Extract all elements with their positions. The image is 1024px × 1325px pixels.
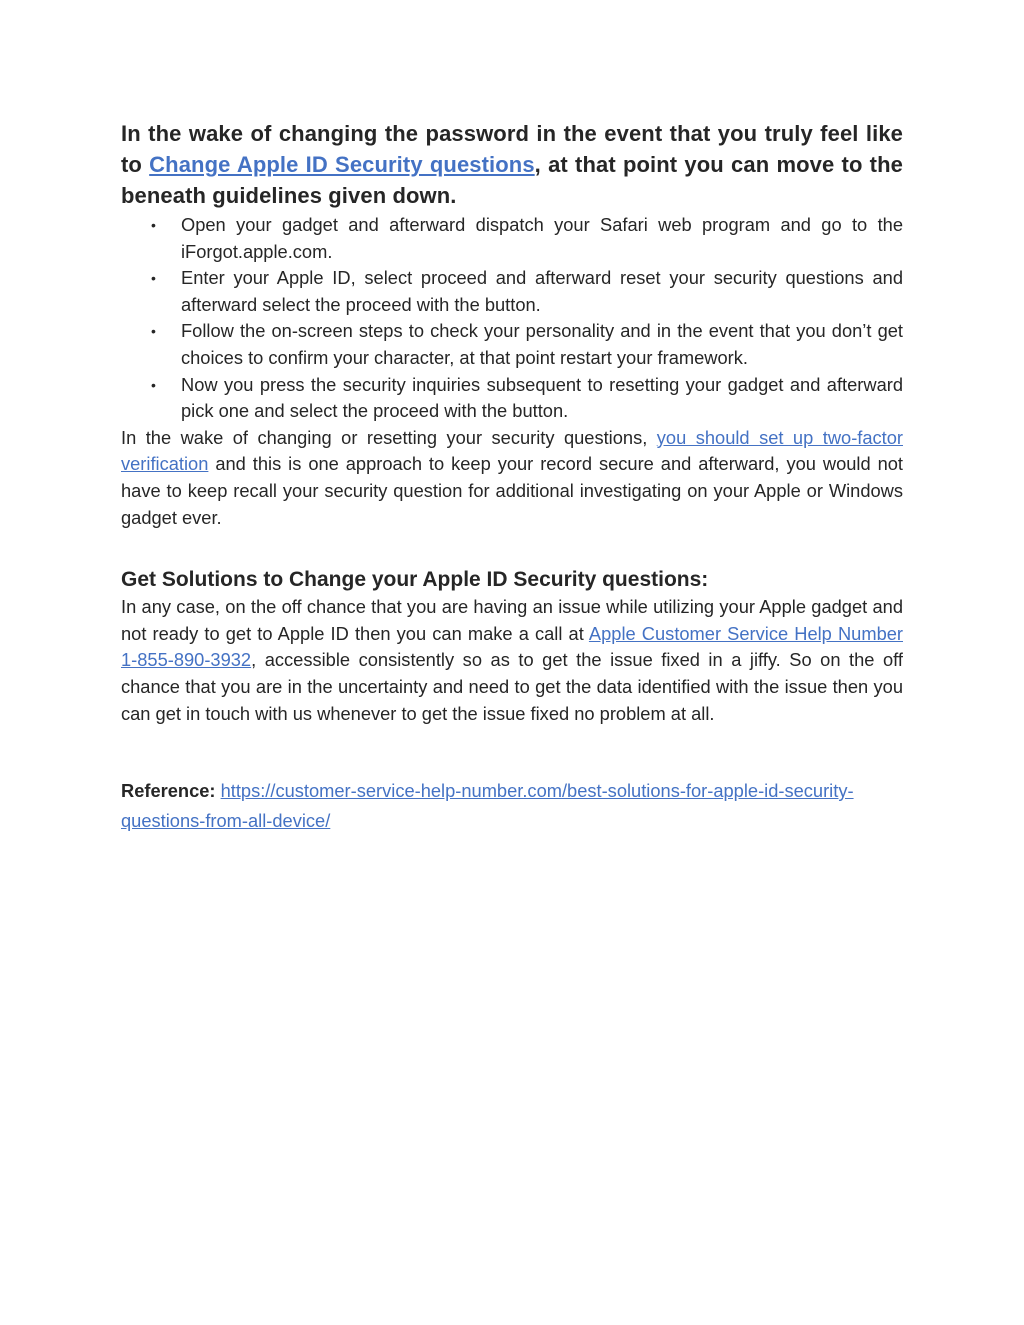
- intro-text-start: In the wake of changing the password in the event that you truly feel like to: [121, 121, 903, 177]
- list-item: [151, 212, 903, 265]
- list-item-text: Enter your Apple ID, select proceed and afterward reset your security questions and afterward select the proceed with the button.: [181, 267, 903, 315]
- list-item: [151, 318, 903, 371]
- list-item: [151, 372, 903, 425]
- steps-list: [121, 212, 903, 425]
- section-heading: Get Solutions to Change your Apple ID Security questions:: [121, 568, 709, 592]
- bullet-icon: •: [151, 217, 156, 233]
- reference-url-link[interactable]: https://customer-service-help-number.com/best-solutions-for-apple-id-security-questions-from-all-device/: [121, 780, 854, 832]
- two-factor-verification-link[interactable]: you should set up two-factor verification: [121, 426, 903, 475]
- reference-line: [121, 776, 903, 836]
- intro-text-end: , at that point you can move to the beneath guidelines given down.: [121, 152, 903, 208]
- customer-service-help-link[interactable]: Apple Customer Service Help Number: [588, 622, 903, 644]
- help-number-paragraph: [121, 594, 903, 727]
- list-item-text: Follow the on-screen steps to check your personality and in the event that you don’t get choices to confirm your character, at that point restart your framework.: [181, 320, 903, 368]
- bullet-icon: •: [151, 323, 156, 340]
- intro-heading: [121, 118, 903, 211]
- paragraph-text-end: and this is one approach to keep your record secure and afterward, you would not have to keep recall your security question for additional investigating on your Apple or Windows gadget ever.: [121, 453, 903, 528]
- reference-label: Reference:: [121, 780, 216, 802]
- bullet-icon: •: [151, 270, 156, 287]
- document-page: [121, 118, 903, 854]
- two-factor-paragraph: [121, 425, 903, 531]
- paragraph-text-start: In any case, on the off chance that you are having an issue while utilizing your Apple gadget and not ready to get to Apple ID then you can make a call at: [121, 596, 903, 644]
- list-item: [151, 265, 903, 318]
- list-item-text: Open your gadget and afterward dispatch your Safari web program and go to the iForgot.apple.com.: [181, 214, 903, 262]
- change-security-questions-link[interactable]: Change Apple ID Security questions: [149, 152, 535, 177]
- phone-number-link[interactable]: 1-855-890-3932: [121, 649, 252, 671]
- bullet-icon: •: [151, 376, 156, 393]
- paragraph-text-start: In the wake of changing or resetting your security questions,: [121, 426, 657, 448]
- paragraph-text-end: , accessible consistently so as to get the issue fixed in a jiffy. So on the off chance that you are in the uncertainty and need to get the data identified with the issue then you can get in touch with us whenever to get the issue fixed no problem at all.: [121, 649, 903, 724]
- list-item-text: Now you press the security inquiries subsequent to resetting your gadget and afterward pick one and select the proceed with the button.: [181, 373, 903, 422]
